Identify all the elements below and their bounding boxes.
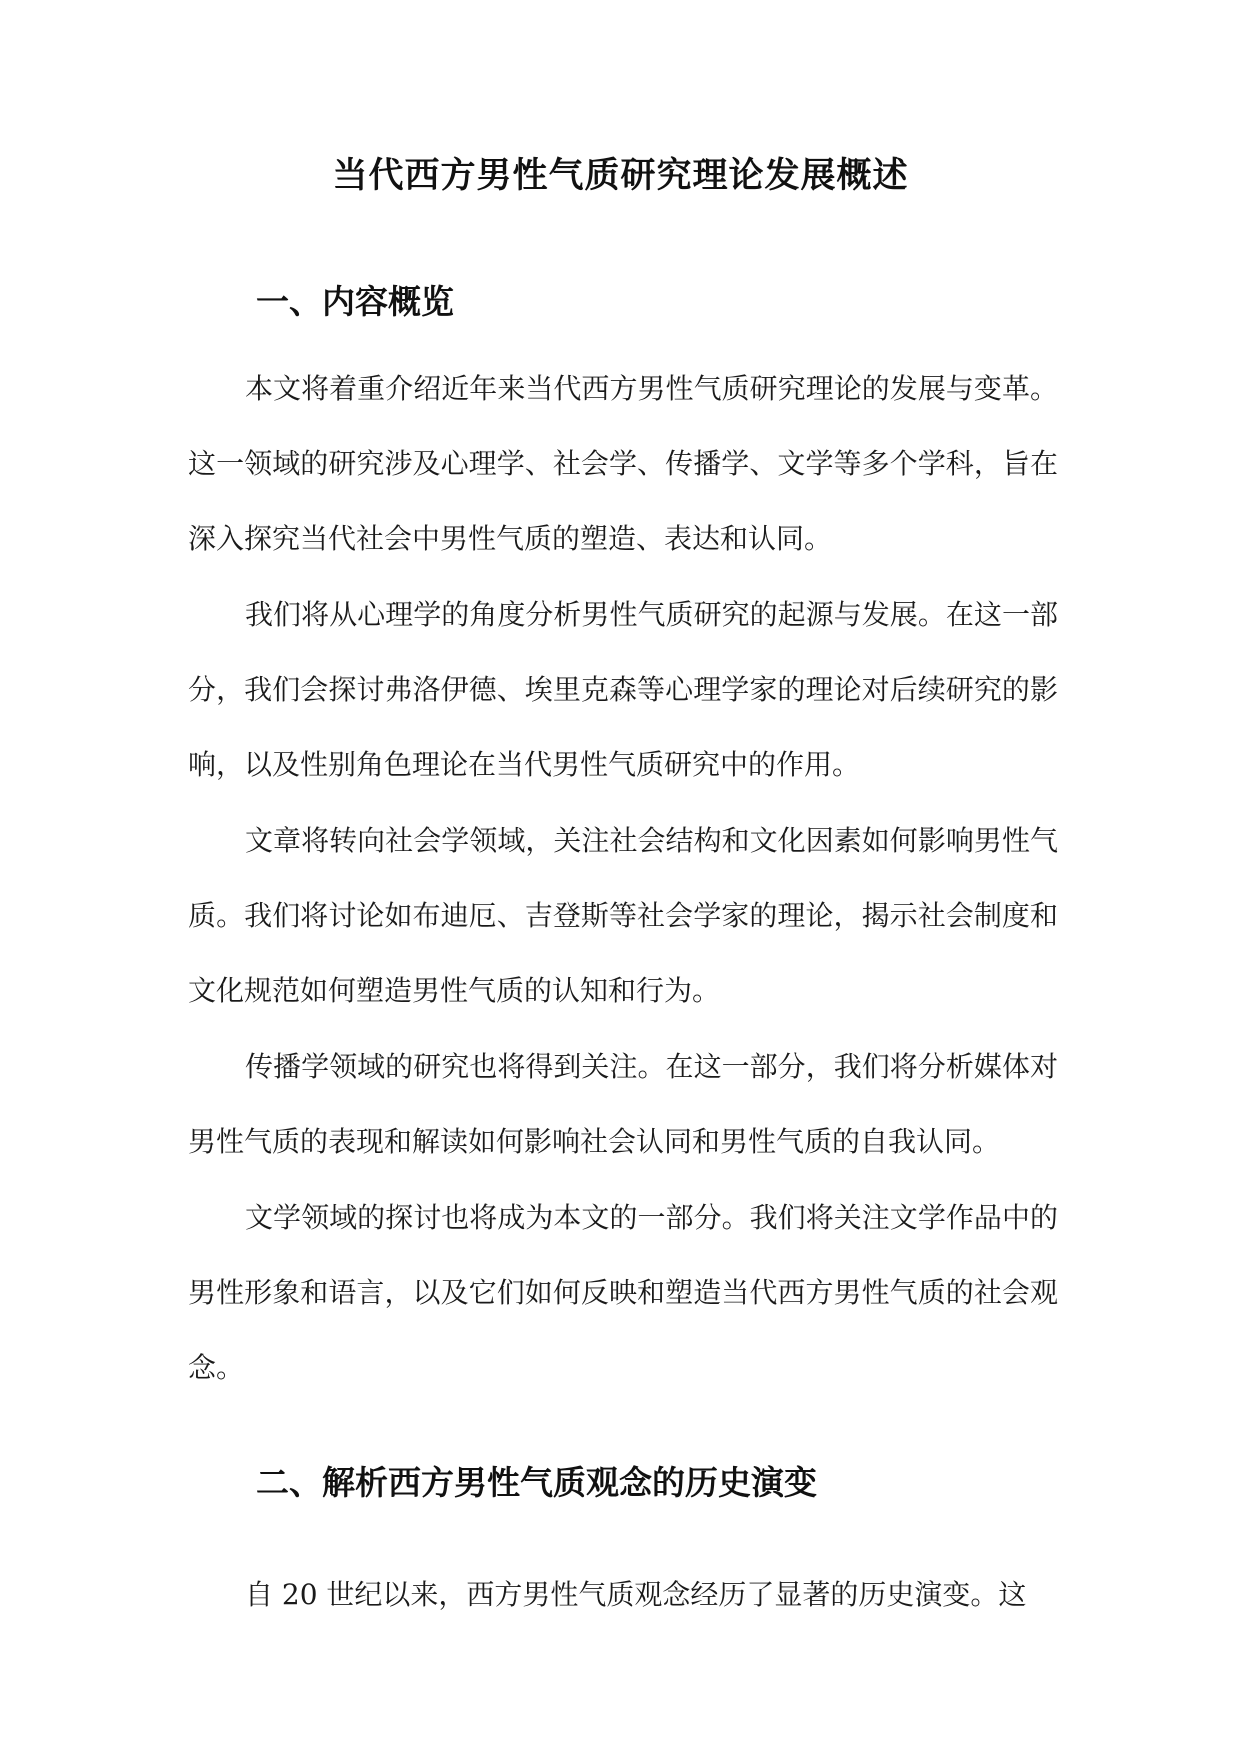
body-paragraph: 文章将转向社会学领域，关注社会结构和文化因素如何影响男性气质。我们将讨论如布迪厄、吉登斯等社会学家的理论，揭示社会制度和文化规范如何塑造男性气质的认知和行为。	[188, 824, 1058, 1007]
body-paragraph: 传播学领域的研究也将得到关注。在这一部分，我们将分析媒体对男性气质的表现和解读如何影响社会认同和男性气质的自我认同。	[188, 1050, 1058, 1158]
section-heading-history: 二、解析西方男性气质观念的历史演变	[256, 1463, 817, 1502]
section-heading-overview: 一、内容概览	[256, 282, 454, 321]
body-paragraph: 自 20 世纪以来，西方男性气质观念经历了显著的历史演变。这	[245, 1578, 1027, 1611]
body-paragraph: 本文将着重介绍近年来当代西方男性气质研究理论的发展与变革。这一领域的研究涉及心理学、社会学、传播学、文学等多个学科，旨在深入探究当代社会中男性气质的塑造、表达和认同。	[188, 372, 1058, 555]
body-paragraph: 我们将从心理学的角度分析男性气质研究的起源与发展。在这一部分，我们会探讨弗洛伊德、埃里克森等心理学家的理论对后续研究的影响，以及性别角色理论在当代男性气质研究中的作用。	[188, 598, 1058, 781]
body-paragraph: 文学领域的探讨也将成为本文的一部分。我们将关注文学作品中的男性形象和语言，以及它们如何反映和塑造当代西方男性气质的社会观念。	[188, 1201, 1058, 1384]
document-title: 当代西方男性气质研究理论发展概述	[332, 156, 909, 196]
